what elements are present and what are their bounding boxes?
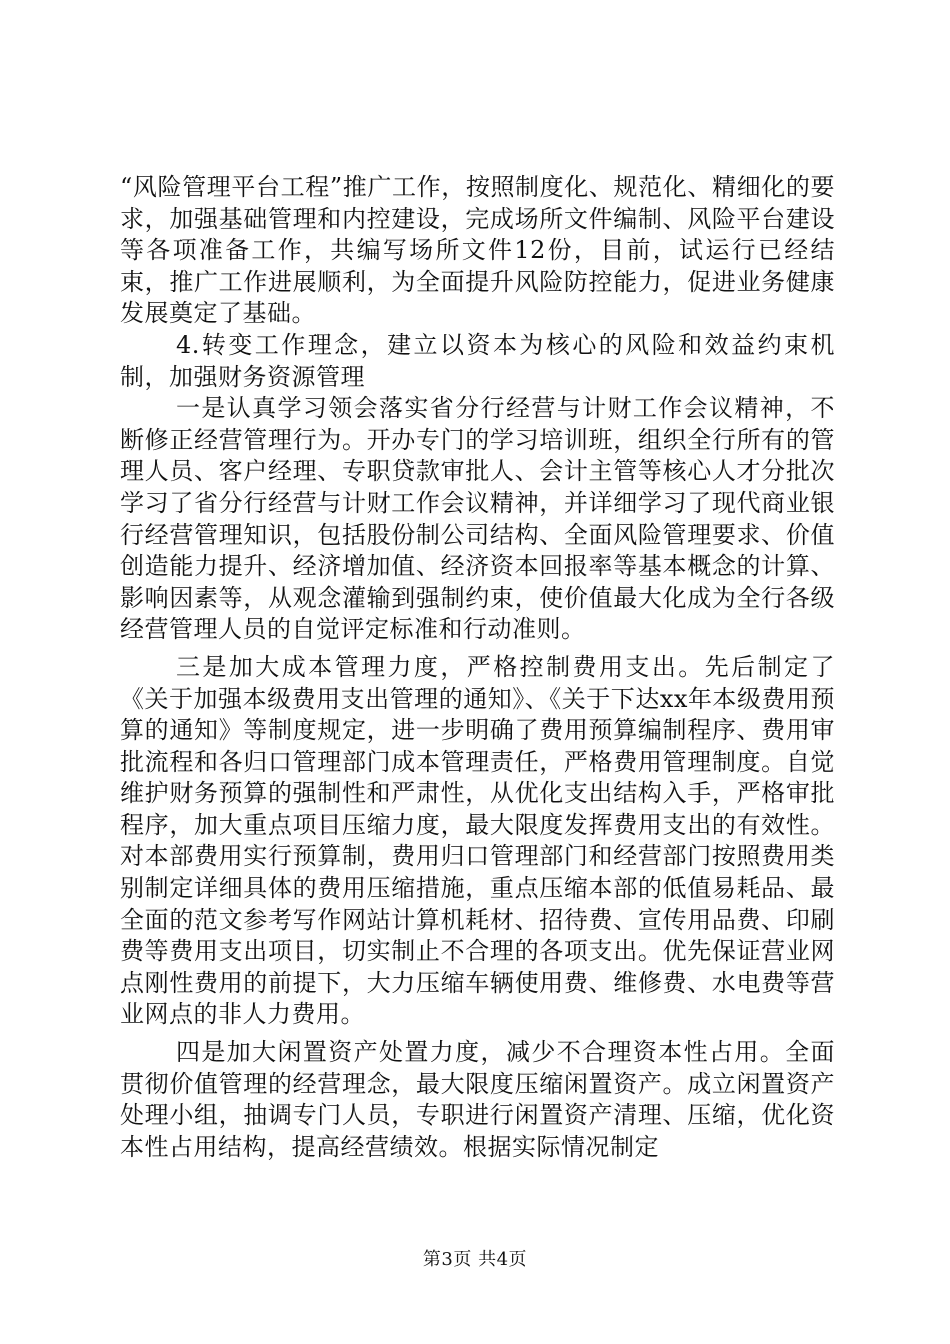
paragraph-risk-platform: “风险管理平台工程”推广工作，按照制度化、规范化、精细化的要求，加强基础管理和内控建设，完成场所文件编制、风险平台建设等各项准备工作，共编写场所文件12份，目前，试运行已经结束，推广工作进展顺利，为全面提升风险防控能力，促进业务健康发展奠定了基础。 xyxy=(120,173,835,328)
document-body xyxy=(120,172,835,1163)
paragraph-point-three: 三是加大成本管理力度，严格控制费用支出。先后制定了《关于加强本级费用支出管理的通知》、《关于下达xx年本级费用预算的通知》等制度规定，进一步明确了费用预算编制程序、费用审批流程和各归口管理部门成本管理责任，严格费用管理制度。自觉维护财务预算的强制性和严肃性，从优化支出结构入手，严格审批程序，加大重点项目压缩力度，最大限度发挥费用支出的有效性。对本部费用实行预算制，费用归口管理部门和经营部门按照费用类别制定详细具体的费用压缩措施，重点压缩本部的低值易耗品、最全面的范文参考写作网站计算机耗材、招待费、宣传用品费、印刷费等费用支出项目，切实制止不合理的各项支出。优先保证营业网点刚性费用的前提下，大力压缩车辆使用费、维修费、水电费等营业网点的非人力费用。 xyxy=(120,652,835,1029)
page-footer: 第3页 共4页 xyxy=(422,1249,528,1270)
section-heading-4: 4.转变工作理念，建立以资本为核心的风险和效益约束机制，加强财务资源管理 xyxy=(120,330,835,391)
paragraph-point-four: 四是加大闲置资产处置力度，减少不合理资本性占用。全面贯彻价值管理的经营理念，最大限度压缩闲置资产。成立闲置资产处理小组，抽调专门人员，专职进行闲置资产清理、压缩，优化资本性占用结构，提高经营绩效。根据实际情况制定 xyxy=(120,1038,835,1161)
paragraph-point-one: 一是认真学习领会落实省分行经营与计财工作会议精神，不断修正经营管理行为。开办专门的学习培训班，组织全行所有的管理人员、客户经理、专职贷款审批人、会计主管等核心人才分批次学习了省分行经营与计财工作会议精神，并详细学习了现代商业银行经营管理知识，包括股份制公司结构、全面风险管理要求、价值创造能力提升、经济增加值、经济资本回报率等基本概念的计算、影响因素等，从观念灌输到强制约束，使价值最大化成为全行各级经营管理人员的自觉评定标准和行动准则。 xyxy=(120,394,835,644)
